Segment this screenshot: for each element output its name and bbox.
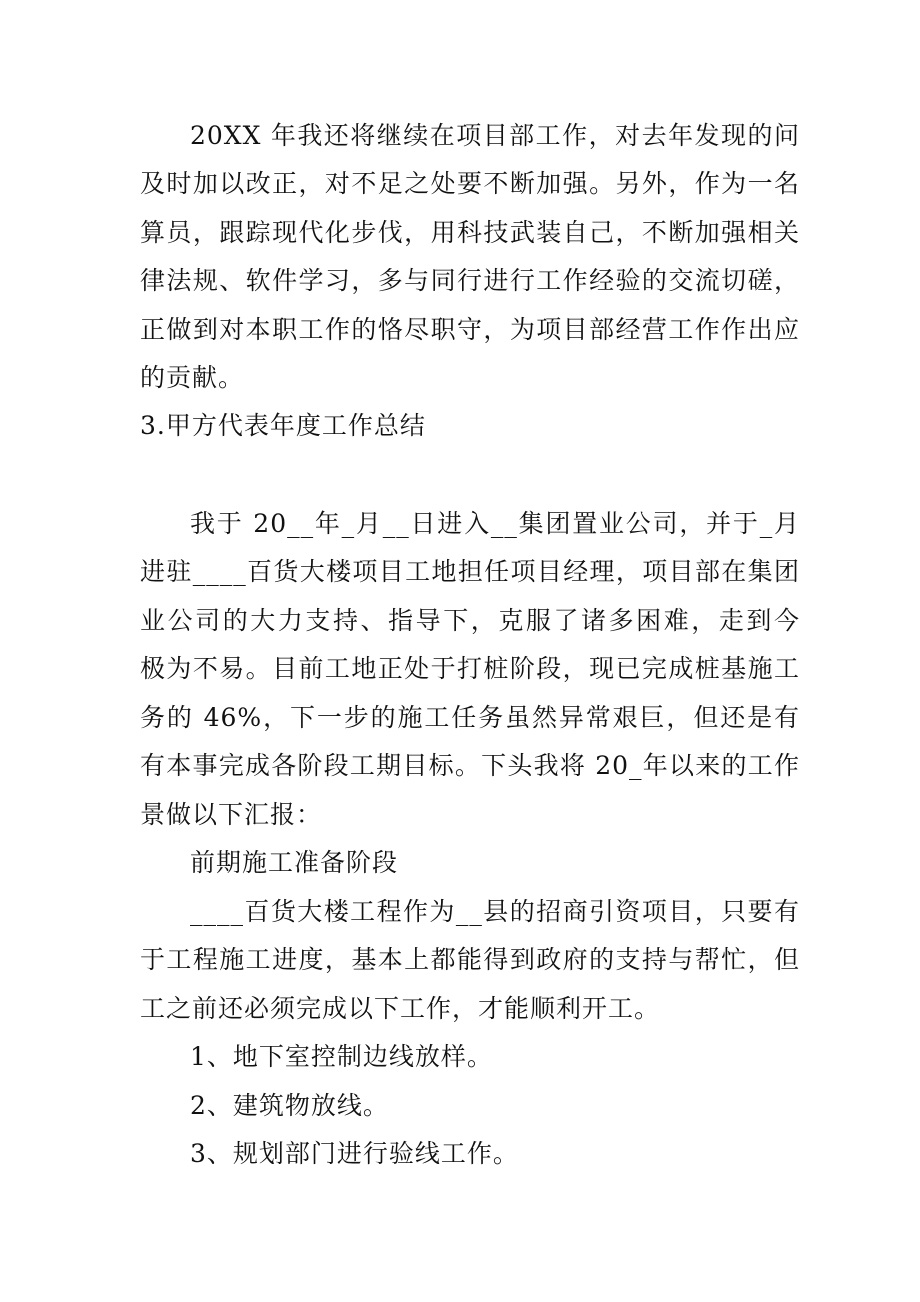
list-item-1: 1、地下室控制边线放样。 (190, 1042, 493, 1071)
section-heading: 3.甲方代表年度工作总结 (140, 411, 426, 440)
list-item-2: 2、建筑物放线。 (190, 1091, 389, 1120)
paragraph2-line-2: 进驻____百货大楼项目工地担任项目经理，项目部在集团 (140, 557, 800, 586)
paragraph2-line-4: 极为不易。目前工地正处于打桩阶段，现已完成桩基施工 (140, 654, 800, 683)
paragraph1-line-6: 的贡献。 (140, 363, 245, 392)
paragraph1-line-2: 及时加以改正，对不足之处要不断加强。另外，作为一名 (140, 169, 800, 198)
paragraph1-line-3: 算员，跟踪现代化步伐，用科技武装自己，不断加强相关 (140, 218, 800, 247)
paragraph2-line-5: 务的 46%，下一步的施工任务虽然异常艰巨，但还是有 (140, 703, 800, 732)
paragraph1-line-5: 正做到对本职工作的恪尽职守，为项目部经营工作作出应 (140, 315, 800, 344)
paragraph3-line-2: 于工程施工进度，基本上都能得到政府的支持与帮忙，但 (140, 945, 800, 974)
paragraph1-line-1: 20XX 年我还将继续在项目部工作，对去年发现的问 (190, 121, 800, 150)
paragraph2-line-1: 我于 20__年_月__日进入__集团置业公司，并于_月 (190, 509, 800, 538)
subheading: 前期施工准备阶段 (190, 848, 399, 877)
list-item-3: 3、规划部门进行验线工作。 (190, 1139, 519, 1168)
paragraph3-line-1: ____百货大楼工程作为__县的招商引资项目，只要有 (190, 897, 800, 926)
paragraph2-line-6: 有本事完成各阶段工期目标。下头我将 20_年以来的工作 (140, 751, 800, 780)
paragraph3-line-3: 工之前还必须完成以下工作，才能顺利开工。 (140, 994, 661, 1023)
paragraph2-line-3: 业公司的大力支持、指导下，克服了诸多困难，走到今 (140, 606, 800, 635)
paragraph1-line-4: 律法规、软件学习，多与同行进行工作经验的交流切磋， (140, 266, 800, 295)
paragraph2-line-7: 景做以下汇报： (140, 800, 323, 829)
